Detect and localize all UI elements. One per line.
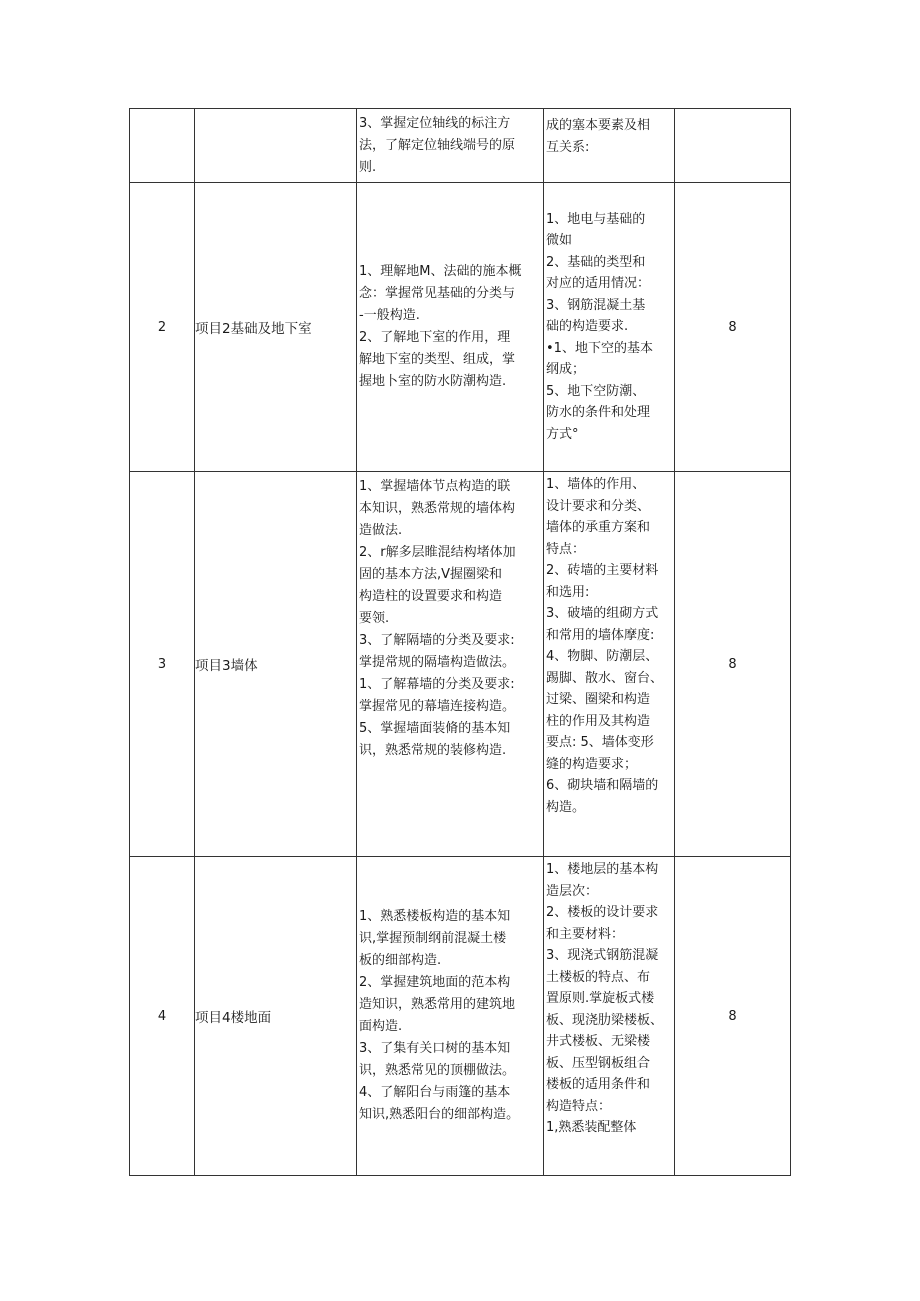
class-hours: 8 (675, 472, 791, 857)
content-text: 1、地电与基础的 微如 2、基础的类型和 对应的适用情况： 3、钢筋混凝土基 础的构造要求. •1、地下空的基本 纲成； 5、地下空防潮、 防水的条件和处理 方式° (546, 211, 653, 442)
content-text: 1、楼地层的基本构 造层次： 2、楼板的设计要求 和主要材料： 3、现浇式钢筋混凝 土楼板的特点、布 置原则.掌旋板式楼 板、现浇肋梁楼板、 井式楼板、无梁楼 板、压型钢板组合 楼板的适用条件和 构造特点： 1,熟悉装配整体 (546, 862, 664, 1135)
requirements-text: 1、熟悉楼板构造的基本知 识,掌握预制纲前混凝土楼 板的细部构造. 2、掌握建筑地面的范本构 造知识，熟悉常用的建筑地 面构造. 3、了集有关口树的基本知 识，熟悉常见的顶棚做法。 4、了解阳台与雨篷的基本 知识,熟悉阳台的细部构造。 (359, 909, 520, 1122)
table-row (130, 857, 791, 1176)
teaching-requirements (357, 109, 544, 183)
project-name: 项目2基础及地下室 (195, 183, 357, 472)
teaching-requirements (357, 183, 544, 472)
requirements-text: 3、掌握定位轴线的标注方 法，了解定位轴线端号的原 则. (359, 115, 516, 175)
row-number: 2 (130, 183, 195, 472)
teaching-requirements (357, 472, 544, 857)
content-text: 1、墙体的作用、 设计要求和分类、 墙体的承重方案和 特点： 2、砖墙的主要材料 和选用: 3、破墙的组砌方式 和常用的墙体摩度: 4、物脚、防潮层、 踢脚、散水、窗台、 过梁、圈梁和构造 柱的作用及其构造 要点: 5、墙体变形 缝的构造要求； 6、砌块墙和隔墙的 构造。 (546, 477, 664, 815)
table-row (130, 472, 791, 857)
row-number: 3 (130, 472, 195, 857)
project-name (195, 109, 357, 183)
class-hours: 8 (675, 857, 791, 1176)
row-number: 4 (130, 857, 195, 1176)
class-hours (675, 109, 791, 183)
teaching-content (544, 183, 675, 472)
content-text: 成的塞本要素及相 互关系: (546, 118, 651, 155)
project-name: 项目4楼地面 (195, 857, 357, 1176)
teaching-content (544, 109, 675, 183)
teaching-content (544, 857, 675, 1176)
project-name: 项目3墙体 (195, 472, 357, 857)
teaching-content (544, 472, 675, 857)
course-table (129, 108, 791, 1176)
teaching-requirements (357, 857, 544, 1176)
table-row (130, 183, 791, 472)
class-hours: 8 (675, 183, 791, 472)
requirements-text: 1、掌握墙体节点构造的联 本知识，熟悉常规的墙体构 造做法. 2、r解多层睢混结构堵体加 固的基本方法,V握圈梁和 构造柱的设置要求和构造 要领. 3、了解隔墙的分类及要求: 掌提常规的隔墙构造做法。 1、了解幕墙的分类及要求: 掌握常见的幕墙连接构造。 5、掌握墙面装脩的基本知 识，熟悉常规的装修构造. (359, 479, 516, 758)
row-number (130, 109, 195, 183)
table-row (130, 109, 791, 183)
requirements-text: 1、理解地M、法础的施本概 念：掌握常见基础的分类与 -一般构造. 2、了解地下室的作用，理 解地下室的类型、组成，掌 握地卜室的防水防潮构造. (359, 264, 522, 389)
